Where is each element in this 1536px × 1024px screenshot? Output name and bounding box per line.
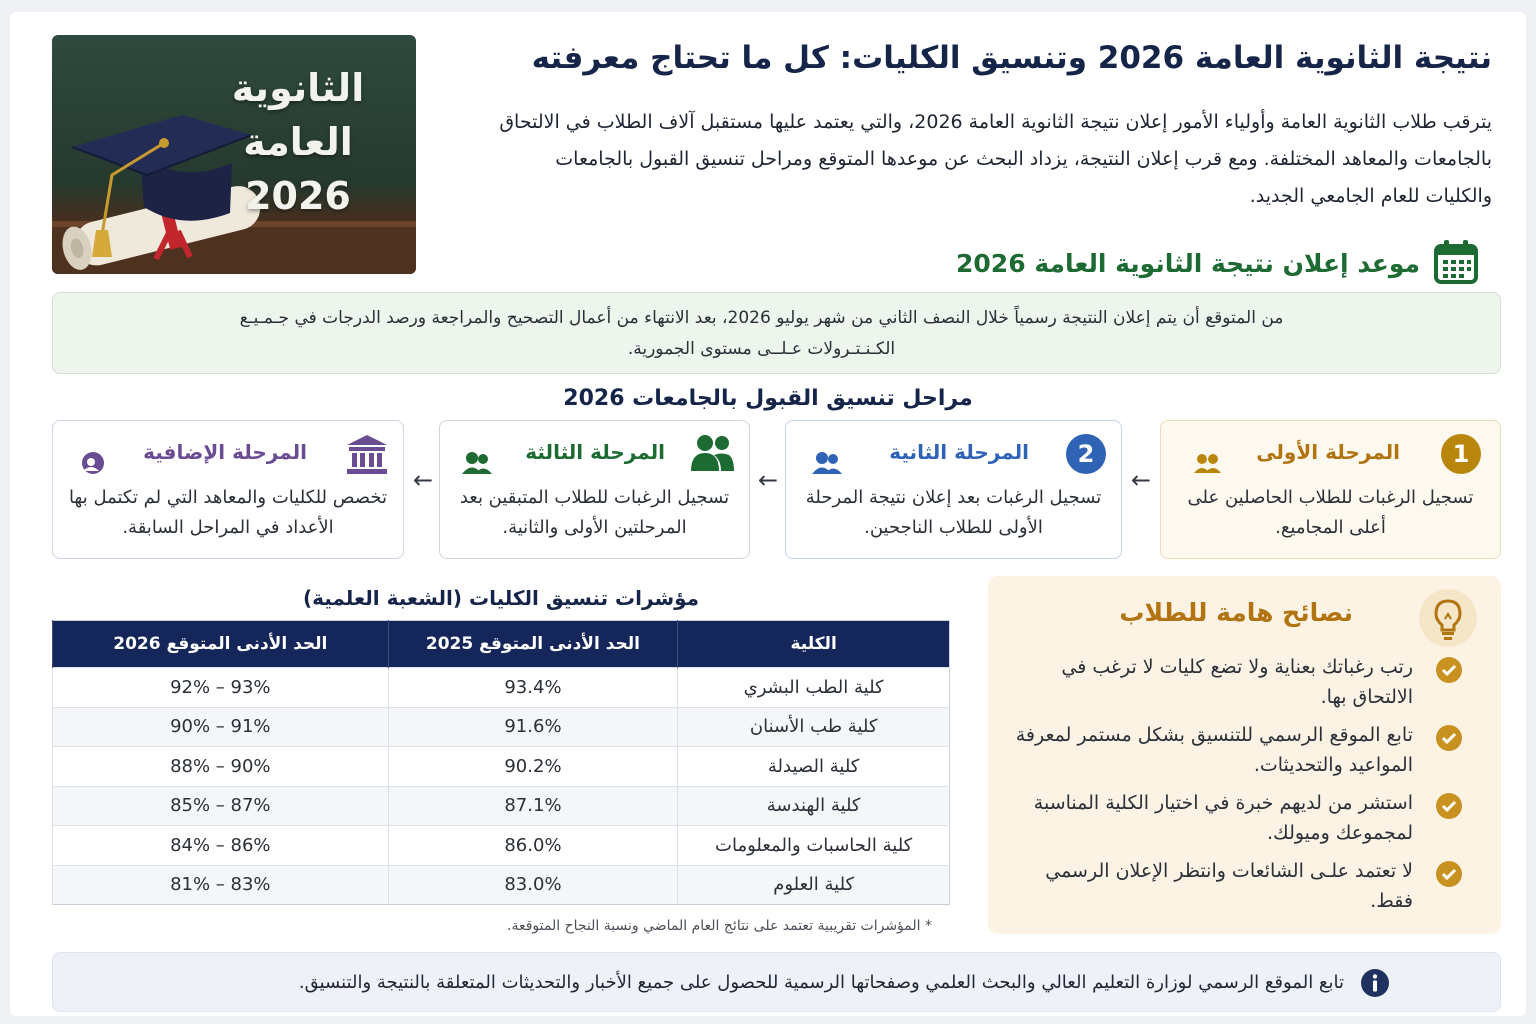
hero-title: [208, 61, 388, 223]
table-row: [53, 865, 950, 905]
table-row: [53, 786, 950, 826]
result-date-notice: من المتوقع أن يتم إعلان النتيجة رسمياً خلال النصف الثاني من شهر يوليو 2026، بعد الانتهاء من أعمال التصحيح والمراجعة ورصد الدرجات في جـمـيـع الكـنـتـرولات عـلــى مستوى الجمورية.: [52, 292, 1501, 374]
table-header-row: [53, 621, 950, 668]
check-icon: [1435, 792, 1463, 820]
check-icon: [1435, 724, 1463, 752]
column-header-2026: الحد الأدنى المتوقع 2026: [53, 621, 389, 668]
stage-title: المرحلة الثانية: [889, 440, 1029, 464]
table-row: [53, 747, 950, 787]
min-2025-cell: 93.4%: [388, 668, 678, 708]
calendar-icon: [1432, 238, 1480, 286]
info-icon: [1360, 968, 1390, 998]
min-2026-cell: 92% – 93%: [53, 668, 389, 708]
table-title: مؤشرات تنسيق الكليات (الشعبة العلمية): [302, 586, 700, 610]
stage-arrow: ←: [412, 466, 434, 494]
student-tips-box: [988, 576, 1501, 934]
stage-description: تسجيل الرغبات بعد إعلان نتيجة المرحلة الأولى للطلاب الناجحين.: [805, 487, 1102, 538]
stage-number-badge: [1440, 433, 1482, 475]
hero-title-line3: 2026: [245, 174, 351, 218]
stage-card-third: [439, 420, 750, 559]
stage-card-first: [1160, 420, 1501, 559]
column-header-college: الكلية: [678, 621, 950, 668]
admission-indicators-table: [52, 620, 950, 905]
students-icon: [811, 449, 843, 475]
hero-title-line2: العامة: [243, 120, 353, 164]
hero-image: [52, 35, 416, 274]
college-cell: كلية الطب البشري: [678, 668, 950, 708]
official-site-footer: [52, 952, 1501, 1012]
stage-title: المرحلة الثالثة: [525, 440, 665, 464]
stage-number-badge: [1065, 433, 1107, 475]
footer-text: تابع الموقع الرسمي لوزارة التعليم العالي والبحث العلمي وصفحاتها الرسمية للحصول على جميع الأخبار والتحديثات المتعلقة بالنتيجة والتنسيق.: [298, 972, 1344, 993]
college-cell: كلية العلوم: [678, 865, 950, 905]
check-icon: [1435, 860, 1463, 888]
table-row: [53, 826, 950, 866]
stage-number-text: 2: [1077, 440, 1095, 468]
college-cell: كلية الهندسة: [678, 786, 950, 826]
college-cell: كلية الحاسبات والمعلومات: [678, 826, 950, 866]
tip-item: لا تعتمد علـى الشائعات وانتظر الإعلان الرسمي فقط.: [1045, 860, 1413, 912]
stage-arrow: ←: [757, 466, 779, 494]
college-cell: كلية الصيدلة: [678, 747, 950, 787]
stage-number-text: 1: [1452, 440, 1470, 468]
min-2026-cell: 90% – 91%: [53, 707, 389, 747]
check-icon: [1435, 656, 1463, 684]
stage-arrow: ←: [1130, 466, 1152, 494]
stage-description: تسجيل الرغبات للطلاب الحاصلين على أعلى المجاميع.: [1187, 487, 1474, 538]
min-2025-cell: 87.1%: [388, 786, 678, 826]
min-2026-cell: 84% – 86%: [53, 826, 389, 866]
stage-title: المرحلة الأولى: [1256, 440, 1400, 464]
stage-title: المرحلة الإضافية: [143, 440, 307, 464]
stages-title: مراحل تنسيق القبول بالجامعات 2026: [563, 386, 973, 411]
min-2025-cell: 83.0%: [388, 865, 678, 905]
column-header-2025: الحد الأدنى المتوقع 2025: [388, 621, 678, 668]
result-date-heading: موعد إعلان نتيجة الثانوية العامة 2026: [956, 249, 1420, 278]
page-title: نتيجة الثانوية العامة 2026 وتنسيق الكليات: كل ما تحتاج معرفته: [531, 40, 1492, 76]
min-2026-cell: 85% – 87%: [53, 786, 389, 826]
min-2025-cell: 90.2%: [388, 747, 678, 787]
article-page: [10, 12, 1526, 1016]
min-2025-cell: 86.0%: [388, 826, 678, 866]
students-icon: [461, 449, 493, 475]
stage-description: تسجيل الرغبات للطلاب المتبقين بعد المرحلتين الأولى والثانية.: [459, 487, 730, 538]
stage-card-second: [785, 420, 1122, 559]
stage-card-additional: [52, 420, 404, 559]
min-2026-cell: 81% – 83%: [53, 865, 389, 905]
students-icon: [1192, 451, 1222, 475]
table-row: [53, 668, 950, 708]
table-row: [53, 707, 950, 747]
students-icon: [79, 451, 107, 475]
tip-item: استشر من لديهم خبرة في اختيار الكلية المناسبة لمجموعك وميولك.: [1033, 792, 1413, 844]
hero-title-line1: الثانوية: [231, 66, 365, 110]
intro-paragraph: يترقب طلاب الثانوية العامة وأولياء الأمور إعلان نتيجة الثانوية العامة 2026، والتي يعتمد عليها مستقبل آلاف الطلاب في الالتحاق بالجامعات والمعاهد المختلفة. ومع قرب إعلان النتيجة، يزداد البحث عن موعدها المتوقع ومراحل تنسيق القبول بالجامعات والكليات للعام الجامعي الجديد.: [499, 111, 1492, 207]
tips-title: نصائح هامة للطلاب: [1119, 598, 1353, 627]
college-cell: كلية طب الأسنان: [678, 707, 950, 747]
lightbulb-icon: [1419, 589, 1477, 647]
group-icon: [689, 433, 735, 473]
tip-item: رتب رغباتك بعناية ولا تضع كليات لا ترغب في الالتحاق بها.: [1061, 656, 1413, 708]
university-icon: [345, 433, 389, 475]
tip-item: تابع الموقع الرسمي للتنسيق بشكل مستمر لمعرفة المواعيد والتحديثات.: [1015, 724, 1413, 776]
stage-description: تخصص للكليات والمعاهد التي لم تكتمل بها الأعداد في المراحل السابقة.: [68, 487, 388, 538]
min-2026-cell: 88% – 90%: [53, 747, 389, 787]
table-footnote: * المؤشرات تقريبية تعتمد على نتائج العام الماضي ونسبة النجاح المتوقعة.: [507, 918, 932, 934]
min-2025-cell: 91.6%: [388, 707, 678, 747]
